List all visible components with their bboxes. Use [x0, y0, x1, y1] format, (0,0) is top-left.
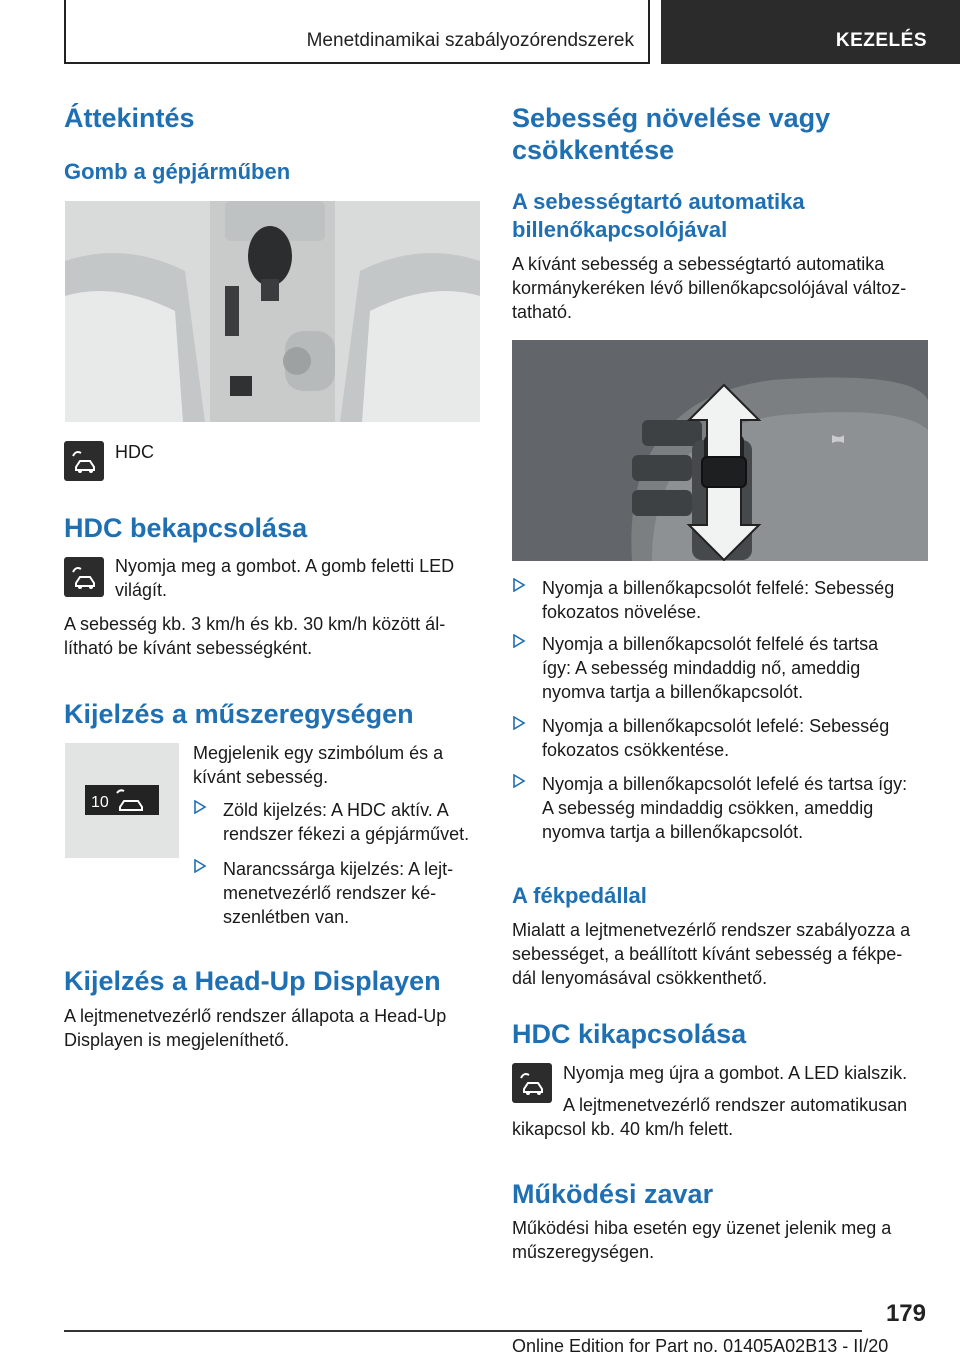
bullet-text: Nyomja a billenőkapcsolót lefelé és tartsa így:: [542, 774, 908, 794]
bullet-text: A sebesség mindaddig csökken, ameddig: [542, 798, 874, 818]
disable-text: Nyomja meg újra a gombot. A LED kialszik.: [563, 1063, 908, 1083]
heading-overview: Áttekintés: [64, 103, 195, 133]
speed-bullet: [512, 576, 932, 626]
speed-text-line1: A sebesség kb. 3 km/h és kb. 30 km/h között ál‐: [64, 614, 446, 634]
hdc-button-icon: [512, 1063, 552, 1103]
heading-brake: A fékpedállal: [512, 883, 647, 908]
chapter-tab: [661, 0, 960, 64]
footer-edition: Online Edition for Part no. 01405A02B13 - II/20: [512, 1336, 889, 1356]
lever-text-line1: A kívánt sebesség a sebességtartó automatika: [512, 254, 885, 274]
cluster-text-line1: Megjelenik egy szimbólum és a: [193, 743, 444, 763]
bullet-text: Nyomja a billenőkapcsolót felfelé: Sebesség: [542, 578, 895, 598]
hud-text-line1: A lejtmenetvezérlő rendszer állapota a Head-Up: [64, 1006, 447, 1026]
cluster-bullet: [193, 798, 483, 848]
auto-text-line2: kikapcsol kb. 40 km/h felett.: [512, 1119, 734, 1139]
brake-text-line1: Mialatt a lejtmenetvezérlő rendszer szabályozza a: [512, 920, 911, 940]
heading-hud: Kijelzés a Head-Up Displayen: [64, 966, 441, 996]
bullet-text: Narancssárga kijelzés: A lejt‐: [223, 859, 454, 879]
speed-bullet: [512, 632, 932, 706]
bullet-triangle-icon: [193, 859, 207, 873]
heading-lever-line2: billenőkapcsolójával: [512, 217, 728, 242]
speed-bullet: [512, 714, 932, 764]
bullet-text: rendszer fékezi a gépjárművet.: [223, 824, 470, 844]
brake-text-line2: sebességet, a beállított kívánt sebesség a fékpe‐: [512, 944, 903, 964]
bullet-text: menetvezérlő rendszer ké‐: [223, 883, 437, 903]
heading-cluster: Kijelzés a műszeregységen: [64, 699, 414, 729]
cluster-text-line2: kívánt sebesség.: [193, 767, 329, 787]
heading-lever-line1: A sebességtartó automatika: [512, 189, 805, 214]
fault-text-line1: Működési hiba esetén egy üzenet jelenik meg a: [512, 1218, 892, 1238]
bullet-text: szenlétben van.: [223, 907, 350, 927]
hud-text-line2: Displayen is megjeleníthető.: [64, 1030, 290, 1050]
heading-fault: Működési zavar: [512, 1179, 714, 1209]
speed-bullet: [512, 772, 932, 846]
hdc-button-icon: [64, 557, 104, 597]
bullet-text: fokozatos növelése.: [542, 602, 702, 622]
cluster-bullet: [193, 857, 483, 931]
bullet-text: Nyomja a billenőkapcsolót felfelé és tartsa: [542, 634, 879, 654]
heading-disable-hdc: HDC kikapcsolása: [512, 1019, 747, 1049]
cluster-symbol-number: 10: [91, 794, 109, 811]
bullet-text: nyomva tartja a billenőkapcsolót.: [542, 822, 804, 842]
heading-enable-hdc: HDC bekapcsolása: [64, 513, 308, 543]
bullet-triangle-icon: [512, 774, 526, 788]
enable-text-line2: világít.: [115, 580, 168, 600]
hdc-label: HDC: [115, 442, 154, 462]
auto-text-line1: A lejtmenetvezérlő rendszer automatikusan: [563, 1095, 908, 1115]
chapter-tab-label: KEZELÉS: [835, 30, 927, 51]
cluster-symbol-image: [65, 743, 179, 858]
center-console-photo: [65, 201, 480, 422]
lever-text-line3: tatható.: [512, 302, 573, 322]
heading-speed-line1: Sebesség növelése vagy: [512, 103, 831, 133]
steering-wheel-photo: [512, 340, 928, 561]
enable-text-line1: Nyomja meg a gombot. A gomb feletti LED: [115, 556, 455, 576]
brake-text-line3: dál lenyomásával csökkenthető.: [512, 968, 768, 988]
bullet-text: Nyomja a billenőkapcsolót lefelé: Sebesség: [542, 716, 890, 736]
bullet-text: nyomva tartja a billenőkapcsolót.: [542, 682, 804, 702]
bullet-triangle-icon: [512, 634, 526, 648]
fault-text-line2: műszeregységen.: [512, 1242, 655, 1262]
bullet-text: fokozatos csökkentése.: [542, 740, 730, 760]
bullet-text: Zöld kijelzés: A HDC aktív. A: [223, 800, 449, 820]
heading-button: Gomb a gépjárműben: [64, 159, 291, 184]
page-number: 179: [885, 1300, 926, 1327]
footer-rule: [64, 1330, 862, 1332]
bullet-text: így: A sebesség mindaddig nő, ameddig: [542, 658, 861, 678]
hdc-button-icon: [64, 441, 104, 481]
header-box: [64, 0, 650, 64]
bullet-triangle-icon: [512, 716, 526, 730]
section-title: Menetdinamikai szabályozórendszerek: [306, 30, 634, 51]
heading-speed-line2: csökkentése: [512, 135, 675, 165]
bullet-triangle-icon: [193, 800, 207, 814]
lever-text-line2: kormánykeréken lévő billenőkapcsolójával változ‐: [512, 278, 907, 298]
bullet-triangle-icon: [512, 578, 526, 592]
speed-text-line2: lítható be kívánt sebességként.: [64, 638, 313, 658]
